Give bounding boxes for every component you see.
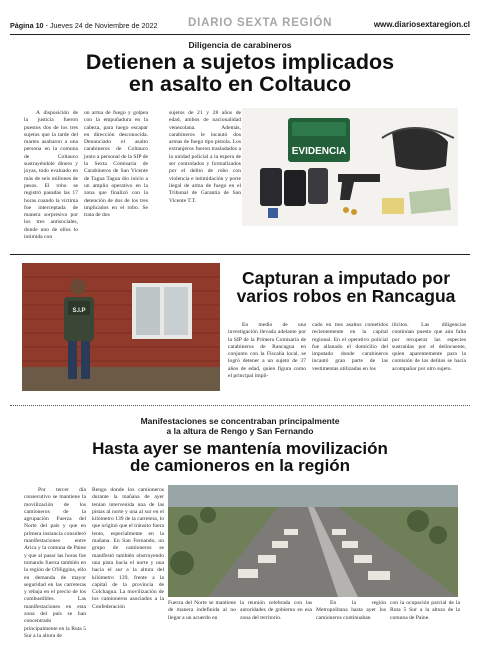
article1-kicker: Diligencia de carabineros <box>188 40 292 50</box>
officer-vest-text: S.I.P <box>72 308 86 314</box>
article1-col3: sujetos de 21 y 28 años de edad, ambos de nacionalidad venezolana. Además, carabineros le incautó dos armas de fuego tipo pistola. Los extranjeros fueron trasladados a la unidad policial a la espera de ser controlados y formalizados por el delito de robo con violencia e intimidación y porte ilegal de arma de fuego en el Tribunal de Garantía de San Vicente T.T. <box>169 110 241 204</box>
evidence-illustration <box>242 108 458 226</box>
article3-kicker-line1: Manifestaciones se concentraban principalmente <box>140 416 340 426</box>
issue-date: - Jueves 24 de Noviembre de 2022 <box>45 21 158 30</box>
article2-col2: cado en tres asaltos cometidos recientemente en la capital regional. En el operativo policial fue allanado el domicilio del imputado donde carabineros incautó gran parte de las vestimentas utilizadas en los <box>312 322 388 372</box>
arrest-illustration <box>22 263 220 391</box>
article2-headline-line1: Capturan a imputado por <box>241 268 451 288</box>
article3-headline-line2: de camioneros en la región <box>129 456 351 476</box>
article2-headline <box>222 270 470 306</box>
article2-headline-line2: varios robos en Rancagua <box>236 285 456 306</box>
page-date-line <box>10 21 157 30</box>
article3-col5: En la región Metropolitana hasta ayer los camioneros continuaban <box>316 600 386 621</box>
article3-col4: la reunión celebrada con las autoridades de gobierno en esa zona del territorio. <box>240 600 312 621</box>
evidence-sign-text: EVIDENCIA <box>291 146 347 157</box>
article3-col3: Fuerza del Norte se mantiene de manera indefinida al no llegar a un acuerdo en <box>168 600 236 621</box>
article3-headline-line1: Hasta ayer se mantenía movilización <box>92 439 388 458</box>
article1-evidence-photo <box>242 108 458 226</box>
highway-illustration <box>168 485 458 597</box>
article3-col1: Por tercer día consecutivo se mantiene la movilización de los camioneros de la agrupación Fuerza del Norte del país y que en primera instancia consideró manifestaciones entre Arica y la comuna de Paine y que al pasar las horas fue tomando fuerza también en la región de O'Higgins, ello en demanda de mayor seguridad en las carreteras y rebaja en el precio de los combustibles. Las manifestaciones en esta zona del país se han concentrado principalmente en la Ruta 5 Sur a la altura de <box>24 487 86 639</box>
article2-col3: ilícitos. Las diligencias continúan puesto que aún falta por recuperar las especies sustraídas por el delincuente, quien aparentemente para la comisión de los delitos se hacía acompañar por otro sujeto. <box>392 322 466 372</box>
article3-truck-protest-photo <box>168 485 458 597</box>
website-link[interactable]: www.diariosextaregion.cl <box>373 20 470 29</box>
article3-headline <box>10 440 470 475</box>
article3-kicker <box>10 416 470 436</box>
page-number: Página 10 <box>10 21 44 30</box>
article2-arrest-photo <box>22 263 220 391</box>
section-divider <box>10 254 470 255</box>
article1-headline-line2: en asalto en Coltauco <box>128 71 352 96</box>
article1-headline <box>10 52 470 96</box>
masthead <box>10 19 470 35</box>
paper-name: DIARIO SEXTA REGIÓN <box>188 17 333 29</box>
article3-col6: con la ocupación parcial de la Ruta 5 Sur a la altura de la comuna de Paine. <box>390 600 460 621</box>
article2-col1: En medio de una investigación llevada adelante por la SIP de la Primera Comisaría de carabineros de Rancagua en conjunto con la Fiscalía local, se logró detener a un sujeto de 37 años de edad, quien figura como el principal impli- <box>228 322 306 380</box>
article1-col1: A disposición de la justicia fueron puestos dos de los tres sujetos que la tarde del martes asaltaron a una persona en la comuna de Coltauco sustrayéndole dinero y joyas, todo evaluado en más de seis millones de pesos. El robo se registró pasadas las 17 horas cuando la víctima fue interceptada de manera sorpresiva por los tres antisociales, donde uno de ellos lo intimida con <box>24 110 78 241</box>
article1-headline-line1: Detienen a sujetos implicados <box>85 50 395 74</box>
dotted-divider <box>10 405 470 406</box>
article3-kicker-line2: a la altura de Rengo y San Fernando <box>166 426 314 436</box>
article3-col2: Rengo donde los camioneros durante la mañana de ayer tenían intervenida una de las pistas al norte y una al sur en el kilómetro 139 de la carretera, lo que originó que el tránsito fuera lento, especialmente en la mañana. En San Fernando, un grupo de camioneros se manifestó también obstruyendo una pista hacia el norte y una hacia el sur a la altura del kilómetro 139, frente a la capital de la provincia de Colchagua. La movilización de los camioneros asociados a la Confederación <box>92 487 164 610</box>
article1-col2: un arma de fuego y golpea con la empuñadura en la cabeza, para luego escapar en dirección desconocida. Denunciado el asalto carabineros de Coltauco junto a personal de la SIP de la Sexta Comisaría de Carabineros de San Vicente de Tagua Tagua dio inicio a un amplio operativo en la zona que finalizó con la detención de dos de los tres implicados en el robo. Se trata de dos <box>84 110 148 219</box>
